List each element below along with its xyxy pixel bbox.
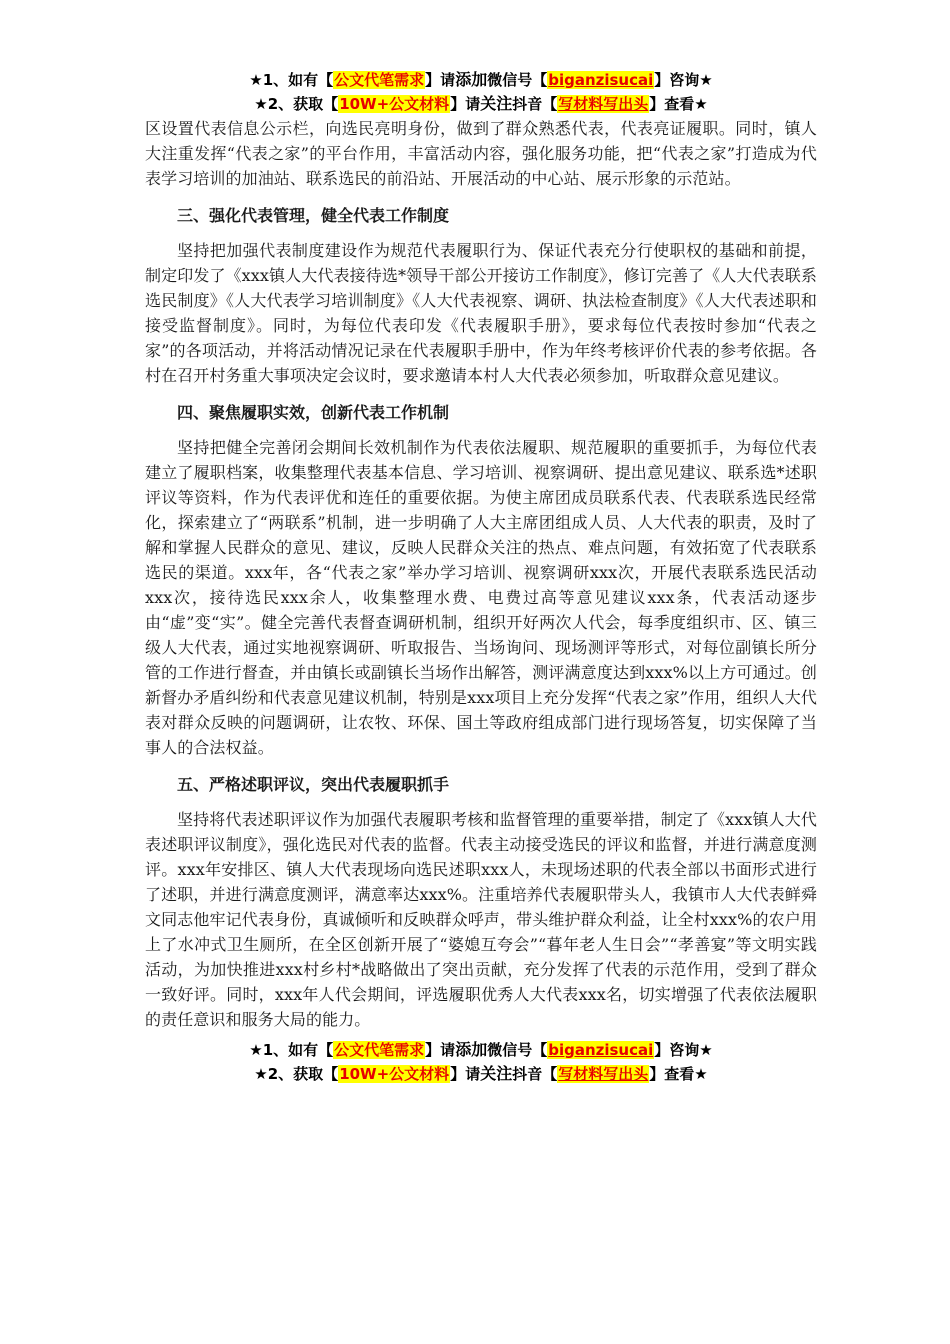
paragraph-section-5: 坚持将代表述职评议作为加强代表履职考核和监督管理的重要举措，制定了《xxx镇人大代表述职评议制度》，强化选民对代表的监督。代表主动接受选民的评议和监督，并进行满意度测评。xxx年安排区、镇人大代表现场向选民述职xxx人，未现场述职的代表全部以书面形式进行了述职，并进行满意度测评，满意率达xxx%。注重培养代表履职带头人，我镇市人大代表鲜舜文同志他牢记代表身份，真诚倾听和反映群众呼声，带头维护群众利益，让全村xxx%的农户用上了水冲式卫生厕所，在全区创新开展了“婆媳互夸会”“暮年老人生日会”“孝善宴”等文明实践活动，为加快推进xxx村乡村*战略做出了突出贡献，充分发挥了代表的示范作用，受到了群众一致好评。同时，xxx年人代会期间，评选履职优秀人大代表xxx名，切实增强了代表依法履职的责任意识和服务大局的能力。 <box>145 810 817 1029</box>
banner-text: ★2、获取【 <box>254 95 339 113</box>
banner-emphasis: 添加 <box>455 1040 488 1059</box>
banner-wechat-id: biganzisucai <box>548 71 654 89</box>
banner-text: 】咨询★ <box>654 1041 713 1059</box>
banner-text: 】请 <box>425 71 456 89</box>
paragraph-section-4: 坚持把健全完善闭会期间长效机制作为代表依法履职、规范履职的重要抓手，为每位代表建立了履职档案，收集整理代表基本信息、学习培训、视察调研、提出意见建议、联系选*述职评议等资料，作为代表评优和连任的重要依据。为使主席团成员联系代表、代表联系选民经常化，探索建立了“两联系”机制，进一步明确了人大主席团组成人员、人大代表的职责，及时了解和掌握人民群众的意见、建议，反映人民群众关注的热点、难点问题，有效拓宽了代表联系选民的渠道。xxx年，各“代表之家”举办学习培训、视察调研xxx次，开展代表联系选民活动xxx次，接待选民xxx余人，收集整理水费、电费过高等意见建议xxx条，代表活动逐步由“虚”变“实”。健全完善代表督查调研机制，组织开好两次人代会，每季度组织市、区、镇三级人大代表，通过实地视察调研、听取报告、当场询问、现场测评等形式，对每位副镇长所分管的工作进行督查，并由镇长或副镇长当场作出解答，测评满意度达到xxx%以上方可通过。创新督办矛盾纠纷和代表意见建议机制，特别是xxx项目上充分发挥“代表之家”作用，组织人大代表对群众反映的问题调研，让农牧、环保、国土等政府组成部门进行现场答复，切实保障了当事人的合法权益。 <box>145 438 817 757</box>
banner-douyin-id: 写材料写出头 <box>558 95 649 113</box>
banner-text: 】咨询★ <box>654 71 713 89</box>
top-banner-block <box>145 68 817 116</box>
banner-line-2 <box>145 92 817 116</box>
section-heading-5: 五、严格述职评议，突出代表履职抓手 <box>177 775 450 794</box>
section-heading-4: 四、聚焦履职实效，创新代表工作机制 <box>177 403 450 422</box>
banner-text: 】请 <box>450 1065 481 1083</box>
banner-highlight: 10W+公文材料 <box>339 1065 450 1083</box>
banner-text: ★1、如有【 <box>249 1041 334 1059</box>
section-heading-3: 三、强化代表管理，健全代表工作制度 <box>177 206 450 225</box>
banner-emphasis: 关注 <box>480 94 513 113</box>
banner-highlight: 公文代笔需求 <box>334 71 425 89</box>
banner-wechat-id: biganzisucai <box>548 1041 654 1059</box>
banner-text: 抖音【 <box>512 1065 558 1083</box>
banner-text: ★2、获取【 <box>254 1065 339 1083</box>
banner-highlight: 10W+公文材料 <box>339 95 450 113</box>
document-page <box>145 68 817 1086</box>
banner-text: 】请 <box>450 95 481 113</box>
banner-line-1 <box>145 68 817 92</box>
banner-text: ★1、如有【 <box>249 71 334 89</box>
banner-douyin-id: 写材料写出头 <box>558 1065 649 1083</box>
banner-line-2 <box>145 1062 817 1086</box>
banner-text: 】查看★ <box>649 95 708 113</box>
banner-text: 微信号【 <box>487 1041 548 1059</box>
banner-text: 微信号【 <box>487 71 548 89</box>
paragraph-section-3: 坚持把加强代表制度建设作为规范代表履职行为、保证代表充分行使职权的基础和前提，制定印发了《xxx镇人大代表接待选*领导干部公开接访工作制度》，修订完善了《人大代表联系选民制度》《人大代表学习培训制度》《人大代表视察、调研、执法检查制度》《人大代表述职和接受监督制度》。同时，为每位代表印发《代表履职手册》，要求每位代表按时参加“代表之家”的各项活动，并将活动情况记录在代表履职手册中，作为年终考核评价代表的参考依据。各村在召开村务重大事项决定会议时，要求邀请本村人大代表必须参加，听取群众意见建议。 <box>145 241 817 385</box>
banner-text: 】查看★ <box>649 1065 708 1083</box>
banner-text: 抖音【 <box>512 95 558 113</box>
paragraph-continued: 区设置代表信息公示栏，向选民亮明身份，做到了群众熟悉代表，代表亮证履职。同时，镇人大注重发挥“代表之家”的平台作用，丰富活动内容，强化服务功能，把“代表之家”打造成为代表学习培训的加油站、联系选民的前沿站、开展活动的中心站、展示形象的示范站。 <box>145 119 817 188</box>
banner-highlight: 公文代笔需求 <box>334 1041 425 1059</box>
banner-emphasis: 关注 <box>480 1064 513 1083</box>
bottom-banner-block <box>145 1038 817 1086</box>
banner-text: 】请 <box>425 1041 456 1059</box>
banner-emphasis: 添加 <box>455 70 488 89</box>
banner-line-1 <box>145 1038 817 1062</box>
